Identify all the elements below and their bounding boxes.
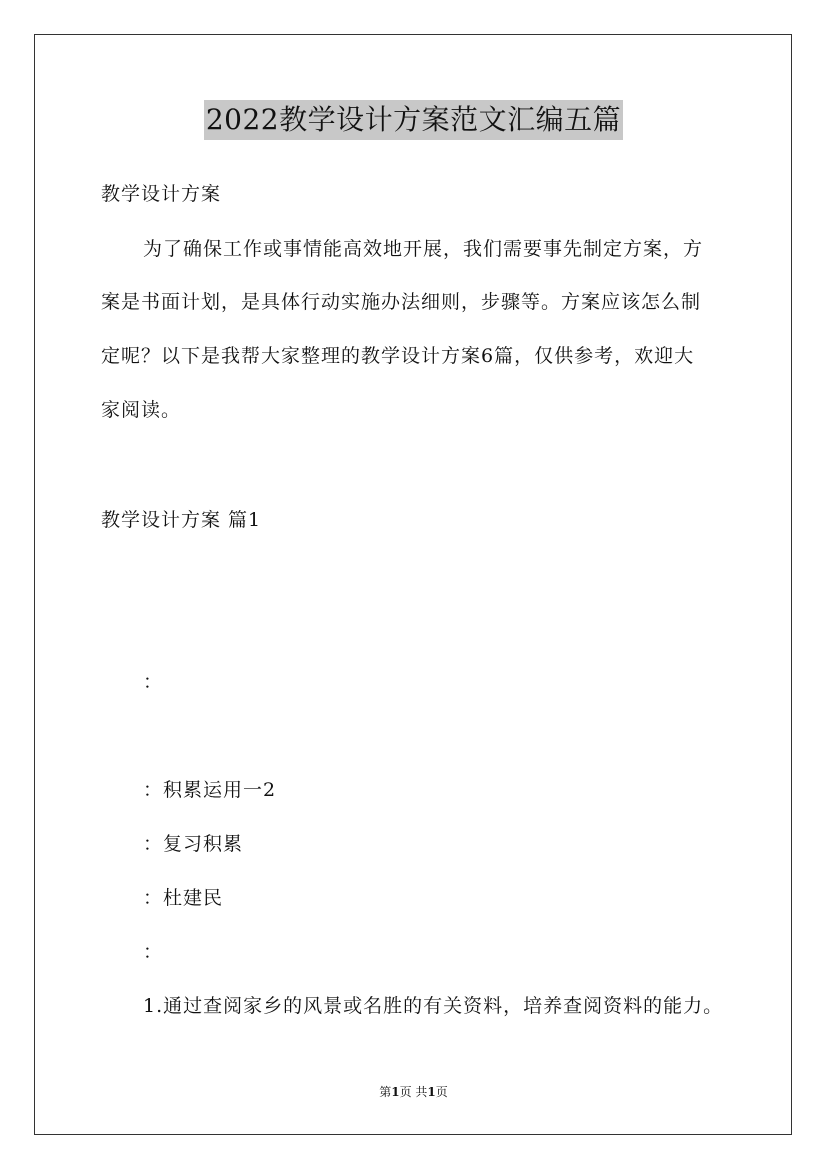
field-1: ： (143, 671, 164, 693)
intro-line-1: 为了确保工作或事情能高效地开展，我们需要事先制定方案，方 (143, 238, 704, 260)
footer-suffix: 页 (435, 1085, 448, 1099)
footer-mid: 页 共 (399, 1085, 428, 1099)
field-lesson-title: ：积累运用一2 (143, 779, 277, 801)
document-title: 2022教学设计方案范文汇编五篇 (204, 100, 623, 140)
title-container (0, 100, 827, 140)
section-heading: 教学设计方案 (101, 183, 222, 205)
field-teacher: ：杜建民 (143, 887, 224, 909)
goal-item-1: 1.通过查阅家乡的风景或名胜的有关资料，培养查阅资料的能力。 (143, 995, 724, 1017)
part-heading: 教学设计方案 篇1 (101, 509, 262, 531)
field-lesson-type: ：复习积累 (143, 833, 244, 855)
footer-page-total: 1 (427, 1085, 436, 1099)
field-5: ： (143, 941, 164, 963)
intro-line-3: 定呢？以下是我帮大家整理的教学设计方案6篇，仅供参考，欢迎大 (101, 345, 695, 367)
intro-line-4: 家阅读。 (101, 399, 182, 421)
intro-line-2: 案是书面计划，是具体行动实施办法细则，步骤等。方案应该怎么制 (101, 291, 702, 313)
footer-page-number: 1 (391, 1085, 400, 1099)
footer-prefix: 第 (379, 1085, 392, 1099)
page-footer (0, 1084, 827, 1100)
